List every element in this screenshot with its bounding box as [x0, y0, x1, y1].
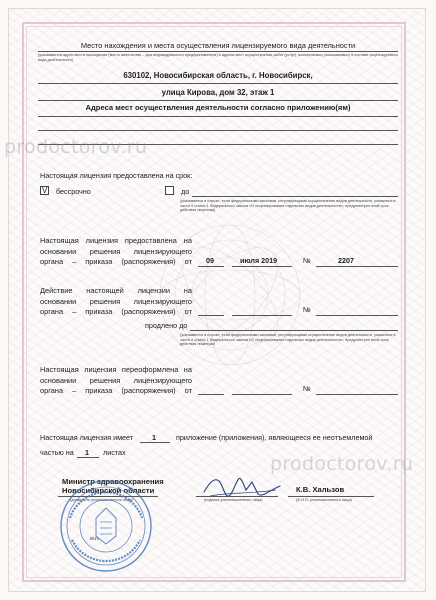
appendix-count-underline — [140, 442, 170, 443]
appendix-sheets: 1 — [85, 448, 89, 457]
header-underline — [38, 51, 398, 52]
appendix-part-suffix: листах — [103, 448, 126, 457]
reissue-number-underline — [316, 394, 398, 395]
suspension-number-label: № — [303, 305, 311, 314]
position-note: (должность уполномоченного лица) — [70, 498, 133, 502]
until-note: (указывается в случае, если федеральными законами, регулирующими осуществление видов деятельности, указанных в части 4 статьи 1 Федерального закона «О лицензировании отдельных видов деятельности», предусмотрен иной срок действия лицензии) — [180, 199, 396, 213]
unlimited-checkbox — [40, 186, 49, 195]
name-note: (Ф.И.О. уполномоченного лица) — [296, 498, 352, 502]
reissue-month-underline — [232, 394, 292, 395]
suspension-text: Действие настоящей лицензии на основании решения лицензирующего органа – приказа (распоряжения) от — [40, 286, 192, 317]
stamp-mark: М.П. — [90, 536, 100, 541]
position-line-1: Министр здравоохранения — [62, 477, 164, 486]
address-underline-2 — [38, 100, 398, 101]
check-mark: V — [42, 186, 48, 195]
watermark-bottom: prodoctorov.ru — [270, 453, 414, 475]
signer-name: К.В. Хальзов — [296, 485, 345, 494]
unlimited-label: бессрочно — [56, 187, 91, 196]
grant-number-label: № — [303, 256, 311, 265]
reissue-day-underline — [198, 394, 224, 395]
appendix-count: 1 — [152, 433, 156, 442]
suspension-day-underline — [198, 315, 224, 316]
header-note: (указываются адрес места нахождения (место жительства – для индивидуального предпринимателя) и адреса мест осуществления работ (услуг), выполняемых (оказываемых) в составе лицензируемого вида деятельности) — [38, 53, 399, 62]
extended-note: (указывается в случае, если федеральными законами, регулирующими осуществление видов деятельности, указанных в части 4 статьи 1 Федерального закона «О лицензировании отдельных видов деятельности», предусмотрен иной срок действия лицензии) — [180, 333, 396, 347]
extended-underline — [190, 330, 398, 331]
address-underline-3 — [38, 116, 398, 117]
appendix-suffix: приложение (приложения), являющееся ее неотъемлемой — [176, 433, 373, 442]
extended-label: продлено до — [145, 321, 188, 330]
address-line-3: Адреса мест осуществления деятельности согласно приложению(ям) — [85, 103, 351, 112]
grant-month-underline — [232, 266, 292, 267]
suspension-number-underline — [316, 315, 398, 316]
address-underline-1 — [38, 83, 398, 84]
grant-day: 09 — [206, 256, 214, 265]
appendix-prefix: Настоящая лицензия имеет — [40, 433, 134, 442]
until-underline — [192, 196, 398, 197]
grant-number-underline — [316, 266, 398, 267]
reissue-text: Настоящая лицензия переоформлена на основании решения лицензирующего органа – приказа (распоряжения) от — [40, 365, 192, 396]
suspension-month-underline — [232, 315, 292, 316]
position-line-2: Новосибирской области — [62, 486, 155, 495]
term-label: Настоящая лицензия предоставлена на срок: — [40, 171, 193, 180]
appendix-part-prefix: частью на — [40, 448, 74, 457]
address-line-1: 630102, Новосибирская область, г. Новосибирск, — [123, 71, 313, 80]
appendix-sheets-underline — [77, 457, 99, 458]
sign-note: (подпись уполномоченного лица) — [204, 498, 263, 502]
address-underline-4 — [38, 130, 398, 131]
address-line-2: улица Кирова, дом 32, этаж 1 — [161, 88, 275, 97]
grant-day-underline — [198, 266, 224, 267]
until-checkbox — [165, 186, 174, 195]
sign-underline — [196, 496, 278, 497]
grant-month-year: июля 2019 — [240, 256, 278, 265]
header-title: Место нахождения и места осуществления лицензируемого вида деятельности — [80, 41, 356, 50]
reissue-number-label: № — [303, 384, 311, 393]
grant-number: 2207 — [338, 256, 354, 265]
until-label: до — [181, 187, 190, 196]
official-seal-icon — [58, 478, 154, 574]
name-underline — [288, 496, 374, 497]
grant-text: Настоящая лицензия предоставлена на основании решения лицензирующего органа – приказа (распоряжения) от — [40, 236, 192, 267]
watermark-top: prodoctorov.ru — [4, 136, 148, 158]
